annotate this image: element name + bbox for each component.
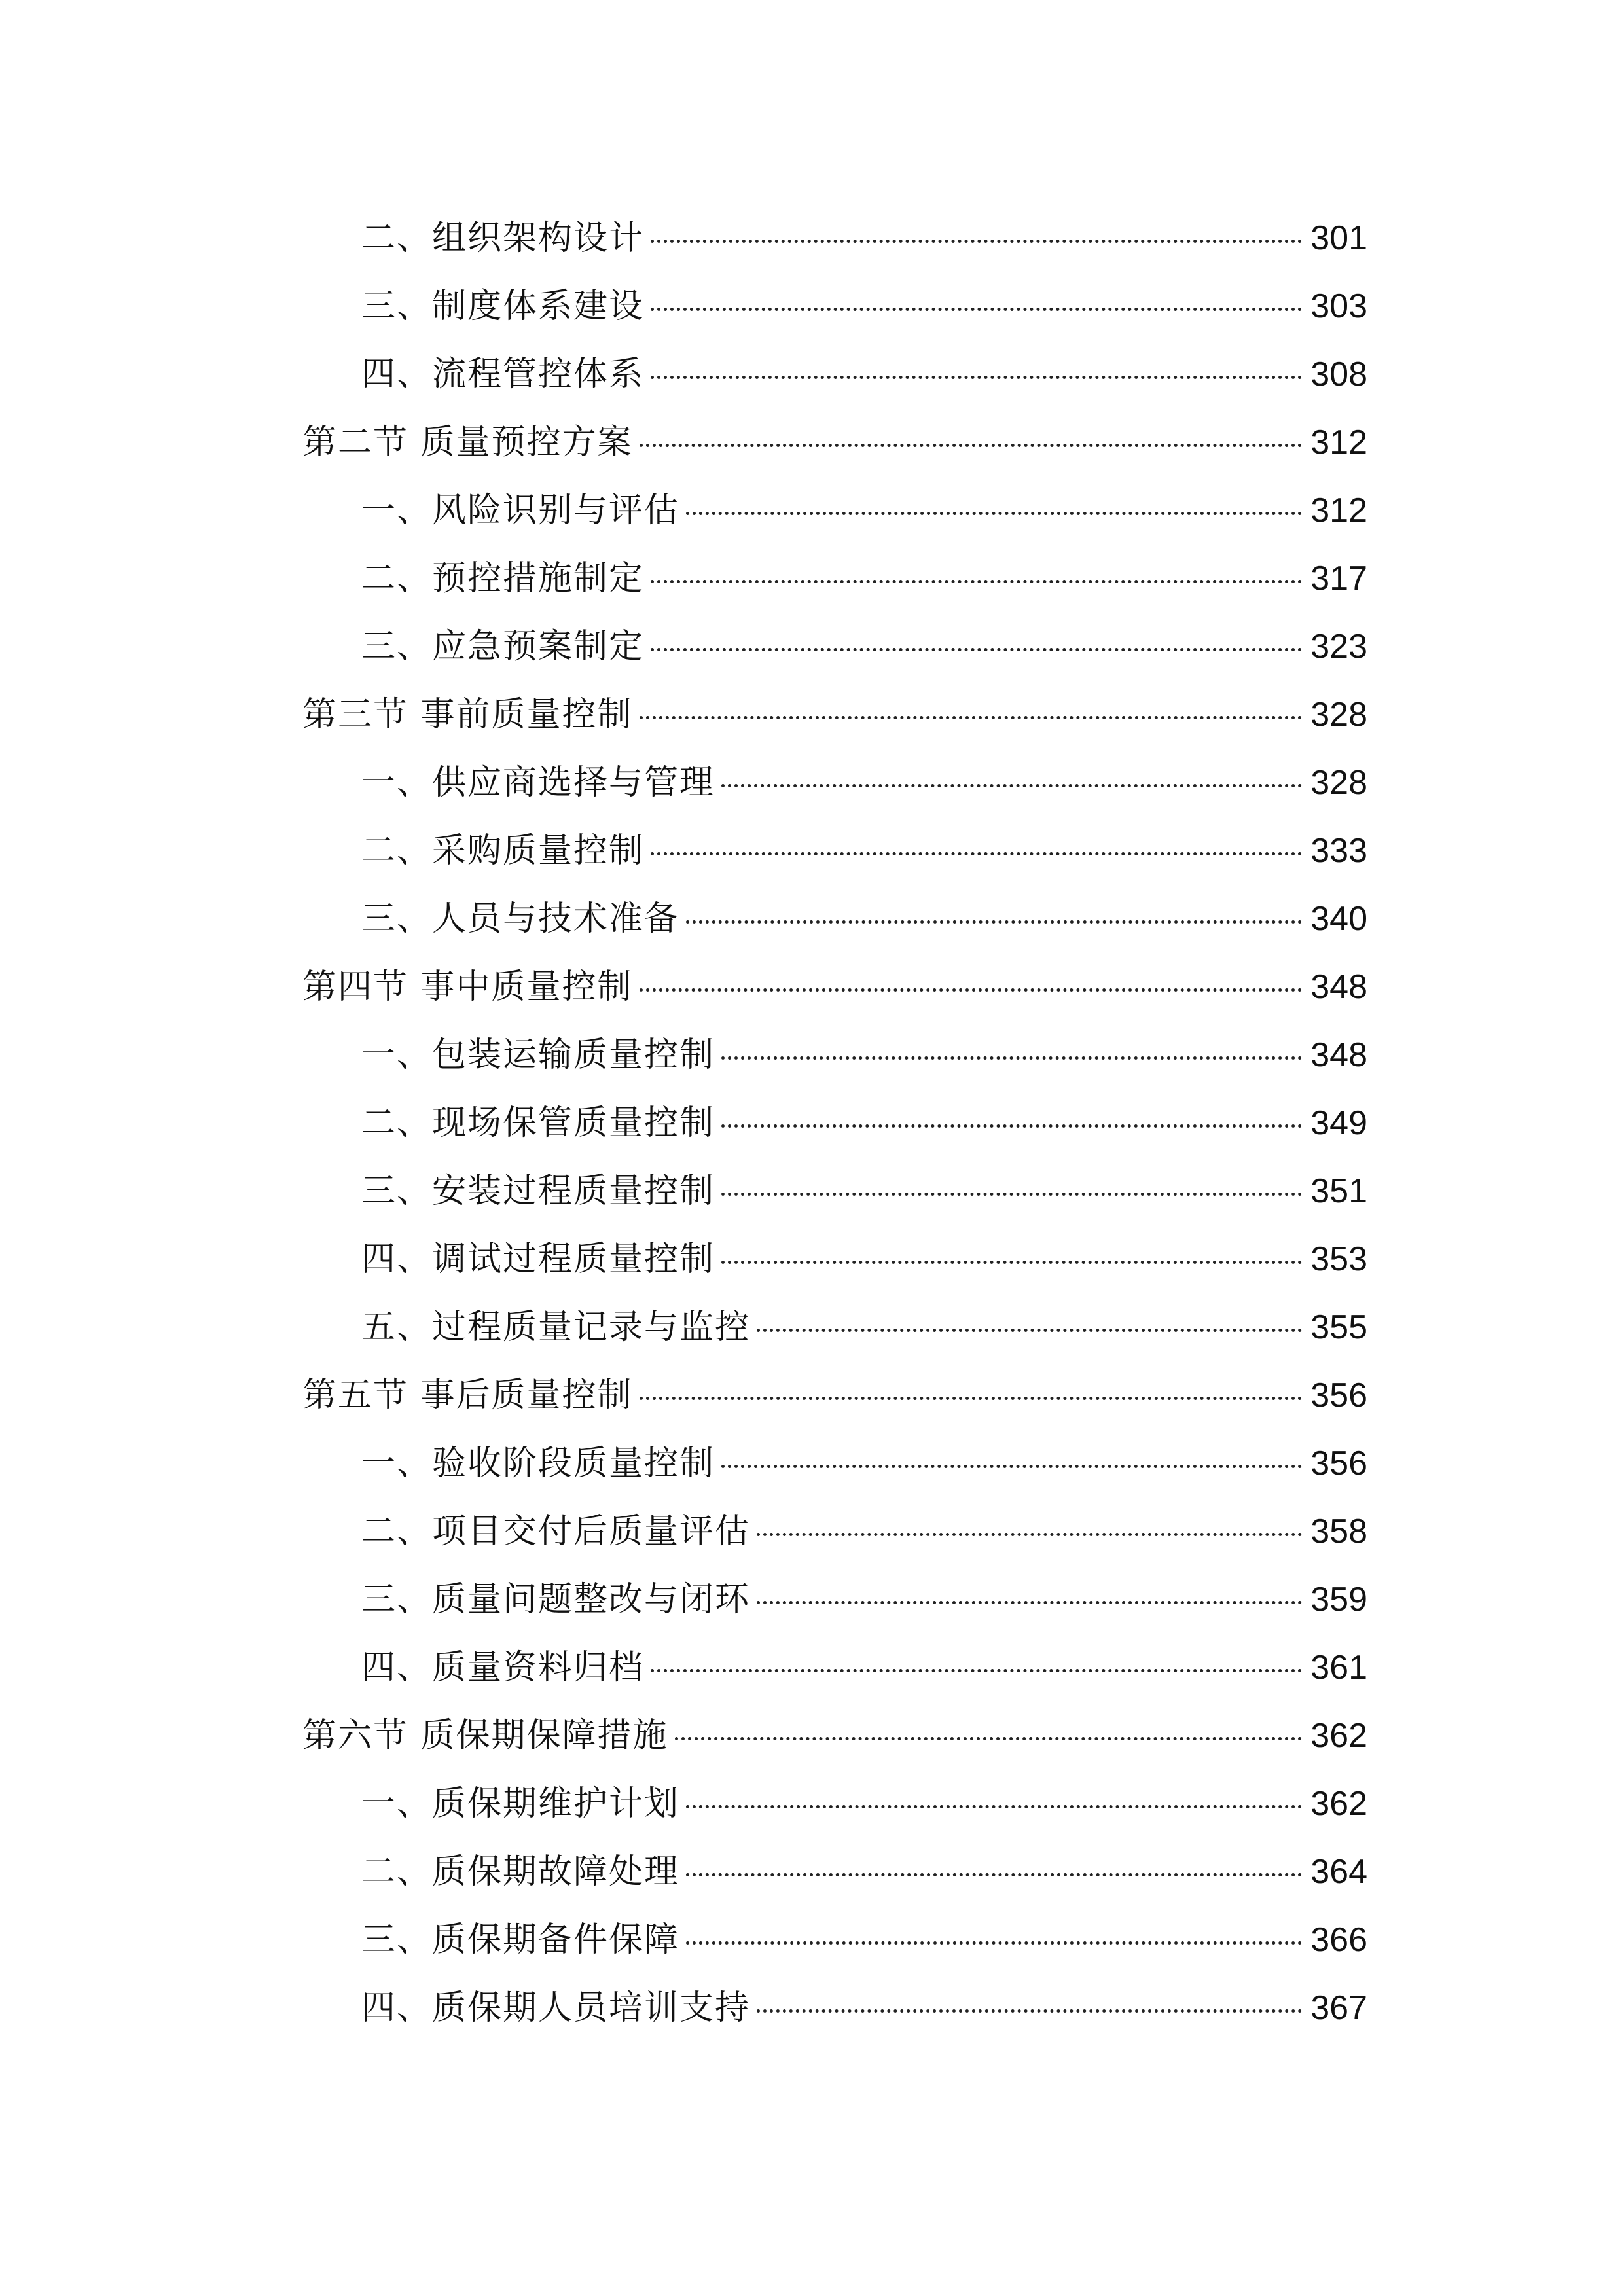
toc-entry-title: 三、质量问题整改与闭环 — [361, 1580, 751, 1619]
toc-section-entry[interactable] — [0, 953, 1624, 1021]
toc-page-number: 353 — [1310, 1240, 1367, 1278]
dot-leader — [651, 580, 1302, 583]
toc-entry[interactable] — [0, 545, 1624, 613]
toc-page-number: 301 — [1310, 219, 1367, 257]
toc-entry[interactable] — [0, 1089, 1624, 1157]
dot-leader — [686, 512, 1302, 515]
dot-leader — [686, 1805, 1302, 1808]
dot-leader — [757, 1601, 1302, 1604]
toc-entry-title: 四、质量资料归档 — [361, 1648, 645, 1687]
dot-leader — [721, 1124, 1302, 1128]
toc-page-number: 328 — [1310, 764, 1367, 802]
toc-entry[interactable] — [0, 749, 1624, 817]
toc-entry[interactable] — [0, 1429, 1624, 1498]
dot-leader — [651, 308, 1302, 311]
toc-entry[interactable] — [0, 817, 1624, 885]
toc-entry[interactable] — [0, 885, 1624, 953]
toc-entry-title: 二、项目交付后质量评估 — [361, 1512, 751, 1551]
toc-entry[interactable] — [0, 613, 1624, 681]
dot-leader — [675, 1737, 1302, 1740]
toc-section-entry[interactable] — [0, 1361, 1624, 1429]
toc-page-number: 328 — [1310, 696, 1367, 734]
toc-page-number: 312 — [1310, 423, 1367, 461]
dot-leader — [651, 1669, 1302, 1672]
toc-entry-title: 二、预控措施制定 — [361, 559, 645, 598]
toc-page-number: 361 — [1310, 1649, 1367, 1687]
toc-page-number: 356 — [1310, 1444, 1367, 1482]
toc-section-entry[interactable] — [0, 681, 1624, 749]
toc-entry-title: 三、安装过程质量控制 — [361, 1172, 715, 1211]
toc-page-number: 366 — [1310, 1921, 1367, 1959]
toc-page-number: 359 — [1310, 1581, 1367, 1619]
dot-leader — [721, 1056, 1302, 1060]
toc-entry-title: 三、人员与技术准备 — [361, 899, 680, 939]
toc-entry[interactable] — [0, 1157, 1624, 1225]
toc-page-number: 349 — [1310, 1104, 1367, 1142]
toc-entry-title: 一、质保期维护计划 — [361, 1784, 680, 1823]
toc-entry-title: 四、质保期人员培训支持 — [361, 1988, 751, 2028]
toc-page-number: 317 — [1310, 560, 1367, 598]
toc-entry-title: 三、制度体系建设 — [361, 287, 645, 326]
toc-page-number: 355 — [1310, 1308, 1367, 1346]
toc-entry[interactable] — [0, 1770, 1624, 1838]
dot-leader — [651, 648, 1302, 651]
toc-page-number: 356 — [1310, 1376, 1367, 1414]
dot-leader — [721, 1193, 1302, 1196]
toc-section-title: 第五节 事后质量控制 — [302, 1376, 633, 1415]
toc-page-number: 364 — [1310, 1853, 1367, 1891]
dot-leader — [686, 1873, 1302, 1876]
toc-entry-title: 一、风险识别与评估 — [361, 491, 680, 530]
dot-leader — [721, 784, 1302, 787]
toc-entry[interactable] — [0, 1634, 1624, 1702]
toc-entry[interactable] — [0, 1974, 1624, 2042]
toc-page-number: 340 — [1310, 900, 1367, 938]
toc-entry[interactable] — [0, 1906, 1624, 1974]
dot-leader — [721, 1261, 1302, 1264]
toc-page-number: 308 — [1310, 355, 1367, 393]
toc-entry-title: 二、现场保管质量控制 — [361, 1103, 715, 1143]
dot-leader — [651, 240, 1302, 243]
toc-entry-title: 二、采购质量控制 — [361, 831, 645, 870]
toc-entry[interactable] — [0, 1838, 1624, 1906]
toc-page-number: 312 — [1310, 492, 1367, 529]
toc-entry-title: 一、包装运输质量控制 — [361, 1035, 715, 1075]
toc-page-number: 303 — [1310, 287, 1367, 325]
toc-entry[interactable] — [0, 1225, 1624, 1293]
toc-page-number: 348 — [1310, 1036, 1367, 1074]
dot-leader — [686, 920, 1302, 924]
toc-page-number: 362 — [1310, 1717, 1367, 1755]
dot-leader — [757, 1533, 1302, 1536]
toc-page-number: 333 — [1310, 832, 1367, 870]
toc-entry[interactable] — [0, 1566, 1624, 1634]
toc-page-number: 323 — [1310, 628, 1367, 666]
toc-entry-title: 一、验收阶段质量控制 — [361, 1444, 715, 1483]
toc-entry-title: 四、调试过程质量控制 — [361, 1240, 715, 1279]
dot-leader — [651, 376, 1302, 379]
dot-leader — [640, 716, 1302, 719]
toc-entry-title: 一、供应商选择与管理 — [361, 763, 715, 802]
toc-entry[interactable] — [0, 340, 1624, 408]
dot-leader — [757, 1329, 1302, 1332]
toc-entry[interactable] — [0, 1021, 1624, 1089]
toc-entry-title: 四、流程管控体系 — [361, 355, 645, 394]
dot-leader — [757, 2009, 1302, 2013]
toc-page-number: 358 — [1310, 1513, 1367, 1551]
dot-leader — [640, 444, 1302, 447]
toc-page-number: 351 — [1310, 1172, 1367, 1210]
toc-section-entry[interactable] — [0, 1702, 1624, 1770]
toc-entry[interactable] — [0, 476, 1624, 545]
toc-page-number: 348 — [1310, 968, 1367, 1006]
toc-section-title: 第二节 质量预控方案 — [302, 423, 633, 462]
toc-entry[interactable] — [0, 204, 1624, 272]
toc-entry[interactable] — [0, 272, 1624, 340]
dot-leader — [651, 852, 1302, 855]
toc-section-entry[interactable] — [0, 408, 1624, 476]
dot-leader — [640, 988, 1302, 992]
toc-entry-title: 五、过程质量记录与监控 — [361, 1308, 751, 1347]
toc-section-title: 第六节 质保期保障措施 — [302, 1716, 668, 1755]
dot-leader — [686, 1941, 1302, 1945]
dot-leader — [640, 1397, 1302, 1400]
toc-entry[interactable] — [0, 1293, 1624, 1361]
toc-entry-title: 二、组织架构设计 — [361, 219, 645, 258]
dot-leader — [721, 1465, 1302, 1468]
toc-page-number: 362 — [1310, 1785, 1367, 1823]
toc-entry-title: 二、质保期故障处理 — [361, 1852, 680, 1892]
toc-entry-title: 三、质保期备件保障 — [361, 1920, 680, 1960]
toc-section-title: 第三节 事前质量控制 — [302, 695, 633, 734]
toc-entry-title: 三、应急预案制定 — [361, 627, 645, 666]
toc-section-title: 第四节 事中质量控制 — [302, 967, 633, 1007]
toc-entry[interactable] — [0, 1498, 1624, 1566]
toc-page-number: 367 — [1310, 1989, 1367, 2027]
